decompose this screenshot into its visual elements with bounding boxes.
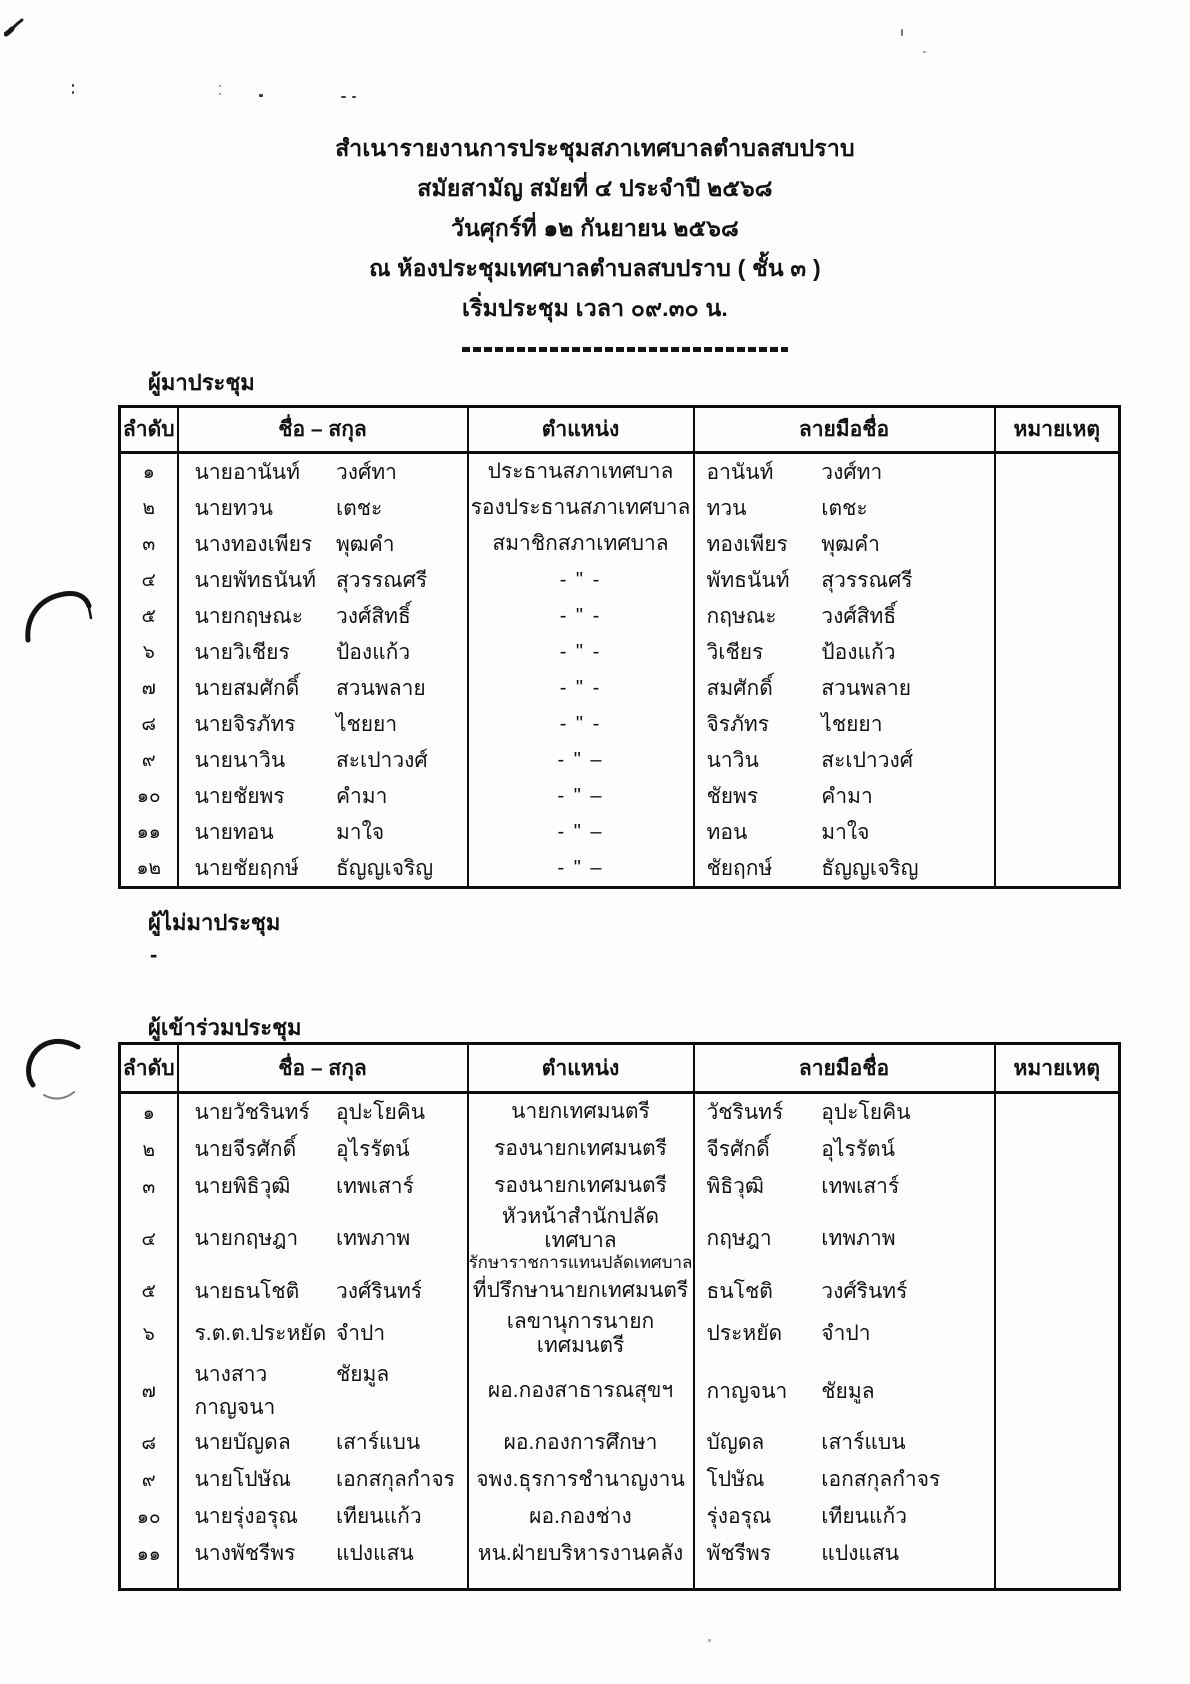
session-line: สมัยสามัญ สมัยที่ ๔ ประจำปี ๒๕๖๘ xyxy=(417,175,773,201)
position-cell: ผอ.กองช่าง xyxy=(468,1498,694,1535)
name-cell: นายชัยพร คำมา xyxy=(178,778,468,814)
signature-cell: รุ่งอรุณ เทียนแก้ว xyxy=(694,1498,995,1535)
signature-cell: อานันท์ วงศ์ทา xyxy=(694,453,995,491)
signature-cell: จีรศักดิ์ อุไรรัตน์ xyxy=(694,1131,995,1168)
row-number-cell: ๓ xyxy=(120,526,178,562)
column-header-no: ลำดับ xyxy=(120,407,178,453)
note-cell xyxy=(995,562,1120,598)
scan-speck xyxy=(341,96,346,98)
note-cell xyxy=(995,634,1120,670)
signature-cell: กฤษณะ วงศ์สิทธิ์ xyxy=(694,598,995,634)
signature-cell: ทองเพียร พุฒคำ xyxy=(694,526,995,562)
signature-cell: ประหยัด จำปา xyxy=(694,1310,995,1358)
absentees-section-label: ผู้ไม่มาประชุม xyxy=(148,910,281,935)
signature-cell: พิธิวุฒิ เทพเสาร์ xyxy=(694,1168,995,1205)
name-cell: นายจิรภัทร ไชยยา xyxy=(178,706,468,742)
note-cell xyxy=(995,1498,1120,1535)
name-cell: นายพิธิวุฒิ เทพเสาร์ xyxy=(178,1168,468,1205)
signature-cell: พัชรีพร แปงแสน xyxy=(694,1535,995,1572)
column-header-note: หมายเหตุ xyxy=(995,1044,1120,1093)
position-cell: - " - xyxy=(468,706,694,742)
name-cell: นายพัทธนันท์ สุวรรณศรี xyxy=(178,562,468,598)
position-cell: นายกเทศมนตรี xyxy=(468,1093,694,1132)
table-row xyxy=(120,1358,1120,1424)
name-cell: นางพัชรีพร แปงแสน xyxy=(178,1535,468,1572)
name-cell: นายรุ่งอรุณ เทียนแก้ว xyxy=(178,1498,468,1535)
scan-speck xyxy=(708,1639,711,1642)
table-row xyxy=(120,598,1120,634)
table-row xyxy=(120,490,1120,526)
signature-cell: ชัยพร คำมา xyxy=(694,778,995,814)
position-cell: ประธานสภาเทศบาล xyxy=(468,453,694,491)
empty-filler-row xyxy=(120,1572,1120,1590)
name-cell: นายกฤษณะ วงศ์สิทธิ์ xyxy=(178,598,468,634)
attendees-table xyxy=(118,405,1121,889)
table-row xyxy=(120,1168,1120,1205)
name-cell: นายทอน มาใจ xyxy=(178,814,468,850)
signature-cell: ชัยฤกษ์ ธัญญเจริญ xyxy=(694,850,995,888)
position-cell: ผอ.กองการศึกษา xyxy=(468,1424,694,1461)
empty-cell xyxy=(694,1572,995,1590)
name-cell: นายทวน เตชะ xyxy=(178,490,468,526)
table-row xyxy=(120,1310,1120,1358)
document-title-block xyxy=(0,128,1190,328)
note-cell xyxy=(995,1535,1120,1572)
position-cell: สมาชิกสภาเทศบาล xyxy=(468,526,694,562)
scan-speck xyxy=(259,94,263,97)
row-number-cell: ๖ xyxy=(120,634,178,670)
signature-cell: วัชรินทร์ อุปะโยคิน xyxy=(694,1093,995,1132)
empty-cell xyxy=(178,1572,468,1590)
participants-section-label: ผู้เข้าร่วมประชุม xyxy=(148,1015,302,1040)
name-cell: นายอานันท์ วงศ์ทา xyxy=(178,453,468,491)
scan-speck xyxy=(352,96,356,98)
position-cell: หน.ฝ่ายบริหารงานคลัง xyxy=(468,1535,694,1572)
signature-cell: จิรภัทร ไชยยา xyxy=(694,706,995,742)
name-cell: นายชัยฤกษ์ ธัญญเจริญ xyxy=(178,850,468,888)
date-line: วันศุกร์ที่ ๑๒ กันยายน ๒๕๖๘ xyxy=(451,215,739,241)
position-cell: รองประธานสภาเทศบาล xyxy=(468,490,694,526)
table-header-row xyxy=(120,1044,1120,1093)
name-cell: นายนาวิน สะเปาวงศ์ xyxy=(178,742,468,778)
row-number-cell: ๘ xyxy=(120,1424,178,1461)
table-row xyxy=(120,670,1120,706)
note-cell xyxy=(995,670,1120,706)
position-cell: รองนายกเทศมนตรี xyxy=(468,1131,694,1168)
note-cell xyxy=(995,814,1120,850)
note-cell xyxy=(995,1205,1120,1273)
name-cell: นายวัชรินทร์ อุปะโยคิน xyxy=(178,1093,468,1132)
note-cell xyxy=(995,1168,1120,1205)
note-cell xyxy=(995,1310,1120,1358)
name-cell: นายโปษัณ เอกสกุลกำจร xyxy=(178,1461,468,1498)
name-cell: ร.ต.ต.ประหยัด จำปา xyxy=(178,1310,468,1358)
table-row xyxy=(120,850,1120,888)
signature-cell: กฤษฎา เทพภาพ xyxy=(694,1205,995,1273)
row-number-cell: ๔ xyxy=(120,562,178,598)
venue-line: ณ ห้องประชุมเทศบาลตำบลสบปราบ ( ชั้น ๓ ) xyxy=(369,255,821,281)
name-cell: นายสมศักดิ์ สวนพลาย xyxy=(178,670,468,706)
row-number-cell: ๖ xyxy=(120,1310,178,1358)
row-number-cell: ๑ xyxy=(120,453,178,491)
row-number-cell: ๒ xyxy=(120,1131,178,1168)
column-header-position: ตำแหน่ง xyxy=(468,1044,694,1093)
row-number-cell: ๘ xyxy=(120,706,178,742)
signature-cell: ทอน มาใจ xyxy=(694,814,995,850)
position-cell: - " – xyxy=(468,778,694,814)
name-cell: นางทองเพียร พุฒคำ xyxy=(178,526,468,562)
row-number-cell: ๔ xyxy=(120,1205,178,1273)
position-cell: - " - xyxy=(468,598,694,634)
table-row xyxy=(120,453,1120,491)
signature-cell: กาญจนา ชัยมูล xyxy=(694,1358,995,1424)
note-cell xyxy=(995,778,1120,814)
start-time-line: เริ่มประชุม เวลา ๐๙.๓๐ น. xyxy=(462,295,728,321)
row-number-cell: ๗ xyxy=(120,1358,178,1424)
note-cell xyxy=(995,1461,1120,1498)
name-cell: นายจีรศักดิ์ อุไรรัตน์ xyxy=(178,1131,468,1168)
name-cell: นางสาวกาญจนา ชัยมูล xyxy=(178,1358,468,1424)
row-number-cell: ๙ xyxy=(120,1461,178,1498)
note-cell xyxy=(995,598,1120,634)
note-cell xyxy=(995,490,1120,526)
row-number-cell: ๗ xyxy=(120,670,178,706)
absentees-none-dash: - xyxy=(150,942,158,967)
table-row xyxy=(120,742,1120,778)
row-number-cell: ๓ xyxy=(120,1168,178,1205)
row-number-cell: ๑๐ xyxy=(120,778,178,814)
scan-speck xyxy=(219,85,221,87)
note-cell xyxy=(995,453,1120,491)
note-cell xyxy=(995,706,1120,742)
table-header-row xyxy=(120,407,1120,453)
table-row xyxy=(120,634,1120,670)
table-row xyxy=(120,706,1120,742)
position-cell: - " – xyxy=(468,850,694,888)
note-cell xyxy=(995,1424,1120,1461)
row-number-cell: ๙ xyxy=(120,742,178,778)
position-cell: เลขานุการนายกเทศมนตรี xyxy=(468,1310,694,1358)
dashed-divider xyxy=(462,347,788,352)
note-cell xyxy=(995,1131,1120,1168)
table-row xyxy=(120,814,1120,850)
position-cell: ที่ปรึกษานายกเทศมนตรี xyxy=(468,1273,694,1310)
name-cell: นายบัญดล เสาร์แบน xyxy=(178,1424,468,1461)
position-cell: จพง.ธุรการชำนาญงาน xyxy=(468,1461,694,1498)
column-header-signature: ลายมือชื่อ xyxy=(694,1044,995,1093)
name-cell: นายกฤษฎา เทพภาพ xyxy=(178,1205,468,1273)
signature-cell: พัทธนันท์ สุวรรณศรี xyxy=(694,562,995,598)
table-row xyxy=(120,778,1120,814)
column-header-signature: ลายมือชื่อ xyxy=(694,407,995,453)
column-header-name: ชื่อ – สกุล xyxy=(178,407,468,453)
position-cell: รองนายกเทศมนตรี xyxy=(468,1168,694,1205)
scan-speck xyxy=(901,29,903,36)
scan-speck xyxy=(219,93,221,95)
signature-cell: ทวน เตชะ xyxy=(694,490,995,526)
row-number-cell: ๑ xyxy=(120,1093,178,1132)
signature-cell: บัญดล เสาร์แบน xyxy=(694,1424,995,1461)
table-row xyxy=(120,1093,1120,1132)
pen-arc-mark xyxy=(20,1035,98,1103)
position-cell: - " – xyxy=(468,814,694,850)
row-number-cell: ๑๑ xyxy=(120,814,178,850)
table-row xyxy=(120,1131,1120,1168)
column-header-name: ชื่อ – สกุล xyxy=(178,1044,468,1093)
signature-cell: ธนโชติ วงศ์รินทร์ xyxy=(694,1273,995,1310)
column-header-position: ตำแหน่ง xyxy=(468,407,694,453)
position-cell: - " - xyxy=(468,634,694,670)
note-cell xyxy=(995,1273,1120,1310)
signature-cell: โปษัณ เอกสกุลกำจร xyxy=(694,1461,995,1498)
row-number-cell: ๕ xyxy=(120,1273,178,1310)
column-header-note: หมายเหตุ xyxy=(995,407,1120,453)
scan-speck xyxy=(72,84,74,87)
empty-cell xyxy=(120,1572,178,1590)
position-cell: - " - xyxy=(468,562,694,598)
table-row xyxy=(120,1273,1120,1310)
note-cell xyxy=(995,1093,1120,1132)
name-cell: นายวิเชียร ป้องแก้ว xyxy=(178,634,468,670)
pen-squiggle-mark xyxy=(4,16,30,38)
table-row xyxy=(120,1498,1120,1535)
empty-cell xyxy=(995,1572,1120,1590)
row-number-cell: ๒ xyxy=(120,490,178,526)
position-cell: - " - xyxy=(468,670,694,706)
name-cell: นายธนโชติ วงศ์รินทร์ xyxy=(178,1273,468,1310)
row-number-cell: ๑๐ xyxy=(120,1498,178,1535)
signature-cell: วิเชียร ป้องแก้ว xyxy=(694,634,995,670)
scan-speck xyxy=(72,91,74,94)
document-title: สำเนารายงานการประชุมสภาเทศบาลตำบลสบปราบ xyxy=(335,135,855,161)
participants-table xyxy=(118,1042,1121,1591)
note-cell xyxy=(995,850,1120,888)
position-cell: - " – xyxy=(468,742,694,778)
signature-cell: นาวิน สะเปาวงศ์ xyxy=(694,742,995,778)
table-row xyxy=(120,526,1120,562)
attendees-section-label: ผู้มาประชุม xyxy=(148,370,255,395)
position-cell: หัวหน้าสำนักปลัดเทศบาล รักษาราชการแทนปลัดเทศบาล xyxy=(468,1205,693,1273)
column-header-no: ลำดับ xyxy=(120,1044,178,1093)
table-row xyxy=(120,1461,1120,1498)
row-number-cell: ๑๑ xyxy=(120,1535,178,1572)
empty-cell xyxy=(468,1572,694,1590)
note-cell xyxy=(995,526,1120,562)
table-row xyxy=(120,1424,1120,1461)
table-row xyxy=(120,1205,1120,1273)
note-cell xyxy=(995,1358,1120,1424)
table-row xyxy=(120,562,1120,598)
note-cell xyxy=(995,742,1120,778)
table-row xyxy=(120,1535,1120,1572)
signature-cell: สมศักดิ์ สวนพลาย xyxy=(694,670,995,706)
pen-arc-mark xyxy=(20,582,102,646)
row-number-cell: ๑๒ xyxy=(120,850,178,888)
row-number-cell: ๕ xyxy=(120,598,178,634)
scan-speck xyxy=(923,51,926,53)
position-cell: ผอ.กองสาธารณสุขฯ xyxy=(468,1358,694,1424)
